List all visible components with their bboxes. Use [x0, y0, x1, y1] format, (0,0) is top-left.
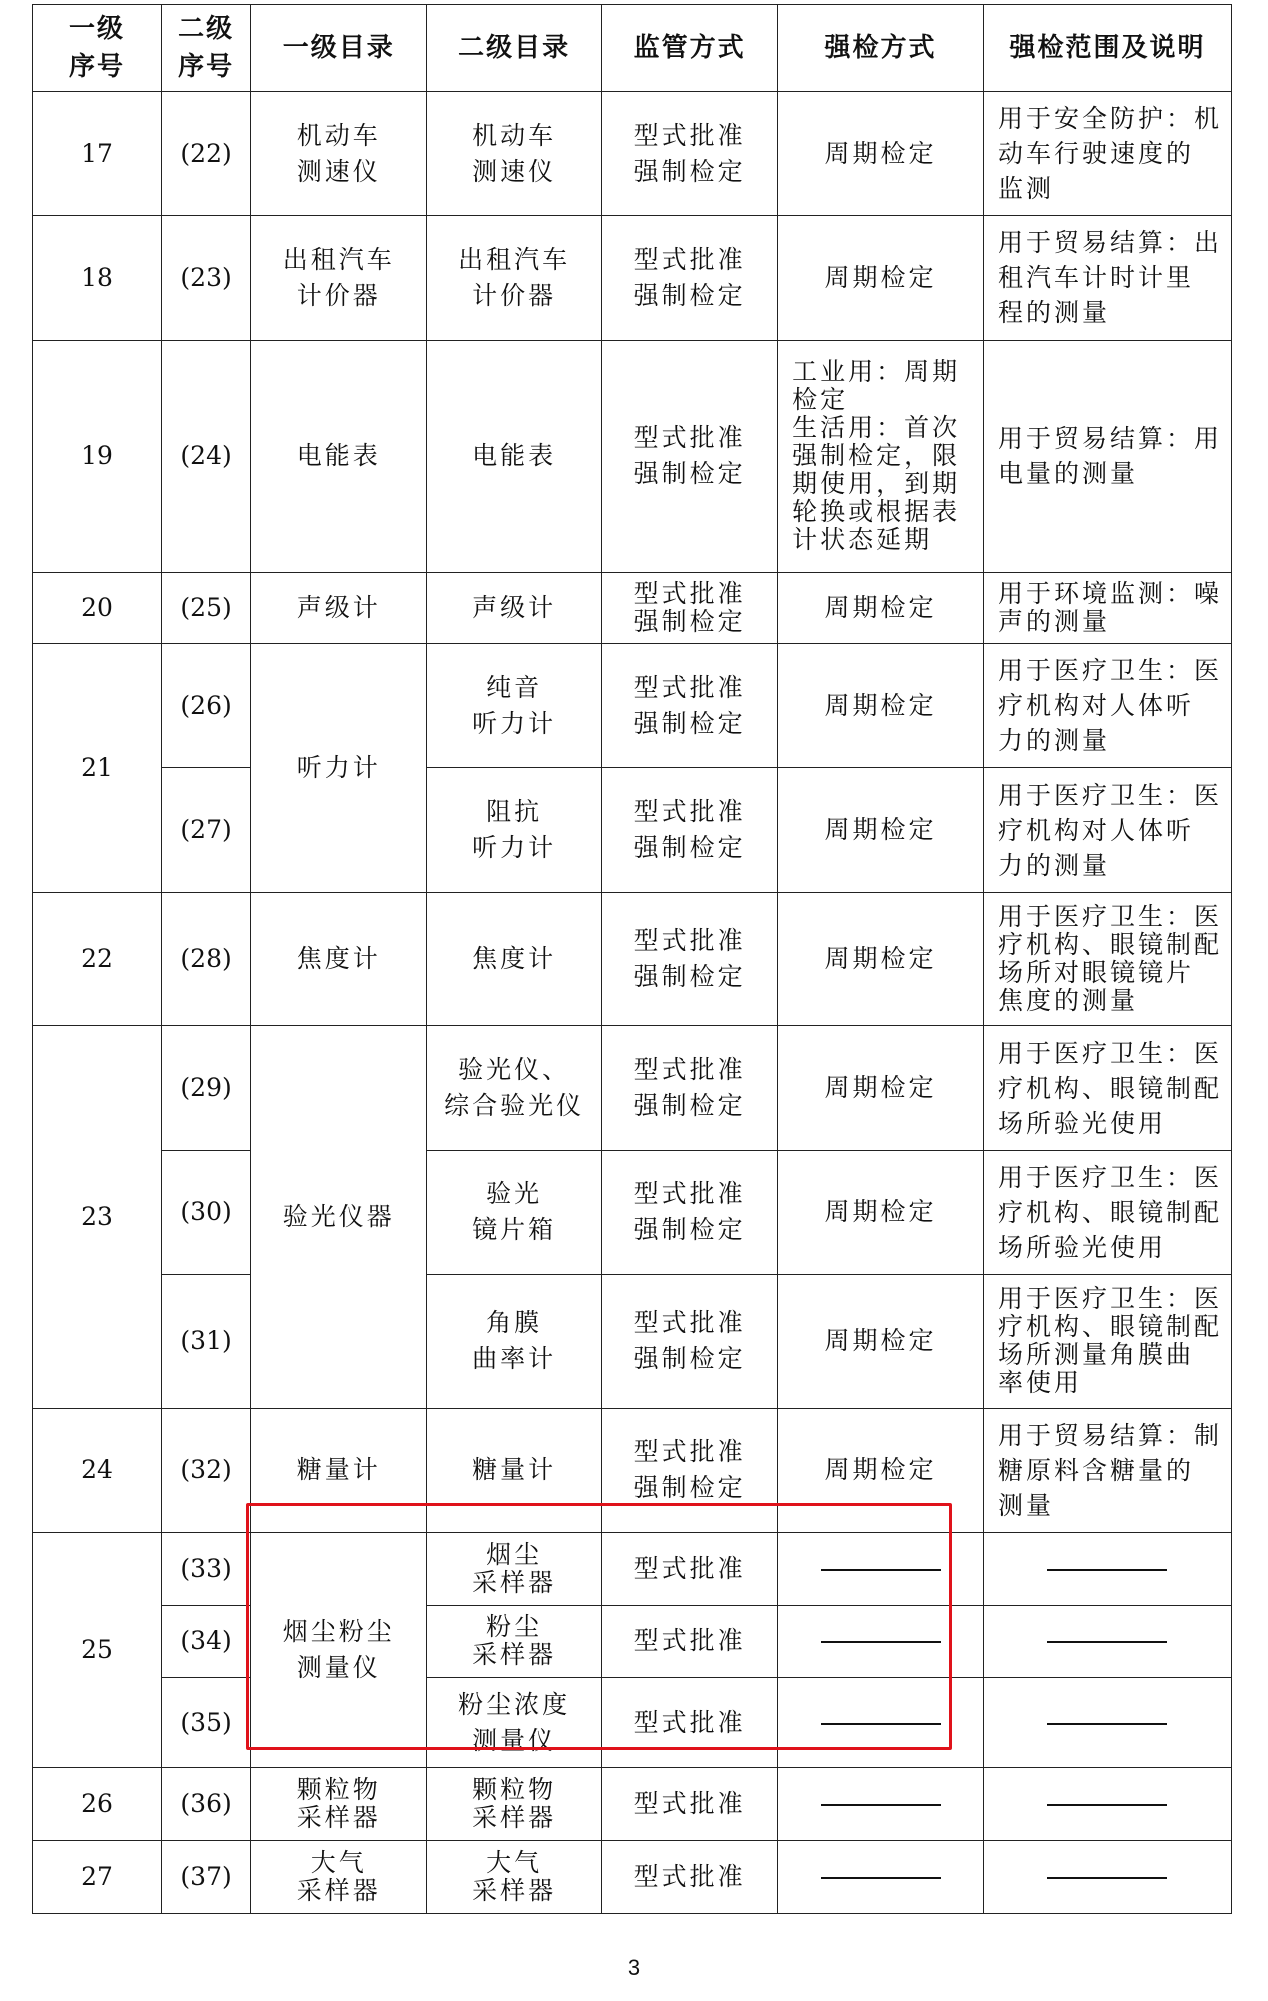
table-row: [33, 892, 1232, 1026]
level2-dir: 机动车 测速仪: [427, 92, 602, 216]
level2-no: (37): [161, 1841, 250, 1914]
scope: 用于环境监测：噪 声的测量: [983, 572, 1231, 644]
scope-blank: [983, 1678, 1231, 1768]
supervision: 型式批准 强制检定: [602, 1150, 778, 1274]
verification: 周期检定: [778, 1274, 984, 1408]
level2-no: (27): [161, 768, 250, 892]
supervision: 型式批准: [602, 1605, 778, 1678]
verification: 周期检定: [778, 216, 984, 340]
level2-no: (30): [161, 1150, 250, 1274]
level1-dir: 电能表: [251, 340, 427, 572]
level2-dir: 纯音 听力计: [427, 644, 602, 768]
blank-dash: [821, 1569, 941, 1571]
scope-blank: [983, 1605, 1231, 1678]
supervision: 型式批准 强制检定: [602, 1408, 778, 1532]
blank-dash: [1047, 1877, 1167, 1879]
level2-dir: 角膜 曲率计: [427, 1274, 602, 1408]
level2-no: (29): [161, 1026, 250, 1150]
page-number: 3: [627, 1955, 641, 1980]
table-row: [33, 768, 1232, 892]
table-row: [33, 1274, 1232, 1408]
level1-no: 26: [33, 1768, 162, 1841]
verification-blank: [778, 1678, 984, 1768]
level2-dir: 烟尘 采样器: [427, 1532, 602, 1605]
table-row: [33, 92, 1232, 216]
level2-no: (25): [161, 572, 250, 644]
table-row: [33, 644, 1232, 768]
level2-dir: 阻抗 听力计: [427, 768, 602, 892]
blank-dash: [821, 1804, 941, 1806]
level1-dir: 颗粒物 采样器: [251, 1768, 427, 1841]
level2-dir: 验光 镜片箱: [427, 1150, 602, 1274]
level1-dir: 验光仪器: [251, 1026, 427, 1408]
supervision: 型式批准 强制检定: [602, 644, 778, 768]
blank-dash: [821, 1877, 941, 1879]
level1-no: 21: [33, 644, 162, 893]
supervision: 型式批准 强制检定: [602, 92, 778, 216]
verification: 周期检定: [778, 1150, 984, 1274]
level1-no: 18: [33, 216, 162, 340]
header-verification: 强检方式: [778, 5, 984, 92]
verification: 周期检定: [778, 1026, 984, 1150]
verification-blank: [778, 1768, 984, 1841]
supervision: 型式批准 强制检定: [602, 768, 778, 892]
scope: 用于医疗卫生：医 疗机构、眼镜制配 场所验光使用: [983, 1026, 1231, 1150]
verification: 周期检定: [778, 892, 984, 1026]
header-supervision: 监管方式: [602, 5, 778, 92]
verification: 周期检定: [778, 92, 984, 216]
header-level2-no: 二级 序号: [161, 5, 250, 92]
supervision: 型式批准: [602, 1841, 778, 1914]
table-row: [33, 1026, 1232, 1150]
header-level2-dir: 二级目录: [427, 5, 602, 92]
verification: 周期检定: [778, 572, 984, 644]
blank-dash: [1047, 1641, 1167, 1643]
level2-no: (32): [161, 1408, 250, 1532]
level2-dir: 出租汽车 计价器: [427, 216, 602, 340]
level2-dir: 颗粒物 采样器: [427, 1768, 602, 1841]
table-row: [33, 1532, 1232, 1605]
blank-dash: [1047, 1723, 1167, 1725]
level1-dir: 声级计: [251, 572, 427, 644]
table-row: [33, 1408, 1232, 1532]
level2-no: (36): [161, 1768, 250, 1841]
verification: 周期检定: [778, 768, 984, 892]
header-level1-no: 一级 序号: [33, 5, 162, 92]
verification: 周期检定: [778, 1408, 984, 1532]
scope: 用于医疗卫生：医 疗机构对人体听 力的测量: [983, 644, 1231, 768]
header-level1-dir: 一级目录: [251, 5, 427, 92]
blank-dash: [1047, 1804, 1167, 1806]
level2-dir: 糖量计: [427, 1408, 602, 1532]
table-row: [33, 216, 1232, 340]
level1-no: 23: [33, 1026, 162, 1408]
verification-blank: [778, 1605, 984, 1678]
verification: 工业用：周期 检定 生活用：首次 强制检定，限 期使用，到期 轮换或根据表 计状态延期: [778, 340, 984, 572]
scope: 用于贸易结算：制 糖原料含糖量的 测量: [983, 1408, 1231, 1532]
level1-no: 20: [33, 572, 162, 644]
level1-no: 19: [33, 340, 162, 572]
scope: 用于医疗卫生：医 疗机构、眼镜制配 场所测量角膜曲 率使用: [983, 1274, 1231, 1408]
table-row: [33, 1150, 1232, 1274]
scope-blank: [983, 1841, 1231, 1914]
level2-dir: 声级计: [427, 572, 602, 644]
blank-dash: [821, 1641, 941, 1643]
supervision: 型式批准 强制检定: [602, 572, 778, 644]
level2-no: (28): [161, 892, 250, 1026]
level2-dir: 大气 采样器: [427, 1841, 602, 1914]
verification-blank: [778, 1532, 984, 1605]
supervision: 型式批准: [602, 1532, 778, 1605]
verification: 周期检定: [778, 644, 984, 768]
scope: 用于贸易结算：用 电量的测量: [983, 340, 1231, 572]
level2-no: (33): [161, 1532, 250, 1605]
level2-no: (31): [161, 1274, 250, 1408]
level2-no: (35): [161, 1678, 250, 1768]
level2-dir: 电能表: [427, 340, 602, 572]
supervision: 型式批准: [602, 1678, 778, 1768]
scope: 用于安全防护：机 动车行驶速度的 监测: [983, 92, 1231, 216]
supervision: 型式批准 强制检定: [602, 340, 778, 572]
table-row: [33, 1768, 1232, 1841]
level2-dir: 粉尘 采样器: [427, 1605, 602, 1678]
level1-no: 27: [33, 1841, 162, 1914]
level1-no: 25: [33, 1532, 162, 1768]
level2-no: (26): [161, 644, 250, 768]
level1-dir: 焦度计: [251, 892, 427, 1026]
supervision: 型式批准 强制检定: [602, 1274, 778, 1408]
level1-no: 17: [33, 92, 162, 216]
verification-blank: [778, 1841, 984, 1914]
catalog-table: [32, 4, 1232, 1914]
level2-dir: 粉尘浓度 测量仪: [427, 1678, 602, 1768]
level2-no: (24): [161, 340, 250, 572]
header-scope: 强检范围及说明: [983, 5, 1231, 92]
scope-blank: [983, 1532, 1231, 1605]
table-row: [33, 572, 1232, 644]
level1-no: 22: [33, 892, 162, 1026]
level2-no: (34): [161, 1605, 250, 1678]
level1-dir: 糖量计: [251, 1408, 427, 1532]
header-row: [33, 5, 1232, 92]
level1-dir: 出租汽车 计价器: [251, 216, 427, 340]
scope: 用于医疗卫生：医 疗机构对人体听 力的测量: [983, 768, 1231, 892]
supervision: 型式批准 强制检定: [602, 892, 778, 1026]
blank-dash: [821, 1723, 941, 1725]
scope: 用于医疗卫生：医 疗机构、眼镜制配 场所对眼镜镜片 焦度的测量: [983, 892, 1231, 1026]
level2-no: (22): [161, 92, 250, 216]
level2-dir: 焦度计: [427, 892, 602, 1026]
scope-blank: [983, 1768, 1231, 1841]
table-row: [33, 1841, 1232, 1914]
level1-dir: 烟尘粉尘 测量仪: [251, 1532, 427, 1768]
scope: 用于医疗卫生：医 疗机构、眼镜制配 场所验光使用: [983, 1150, 1231, 1274]
level2-dir: 验光仪、 综合验光仪: [427, 1026, 602, 1150]
supervision: 型式批准: [602, 1768, 778, 1841]
table-row: [33, 1605, 1232, 1678]
level1-no: 24: [33, 1408, 162, 1532]
blank-dash: [1047, 1569, 1167, 1571]
scope: 用于贸易结算：出 租汽车计时计里 程的测量: [983, 216, 1231, 340]
table-row: [33, 1678, 1232, 1768]
level1-dir: 机动车 测速仪: [251, 92, 427, 216]
table-row: [33, 340, 1232, 572]
supervision: 型式批准 强制检定: [602, 216, 778, 340]
level1-dir: 听力计: [251, 644, 427, 893]
supervision: 型式批准 强制检定: [602, 1026, 778, 1150]
level2-no: (23): [161, 216, 250, 340]
level1-dir: 大气 采样器: [251, 1841, 427, 1914]
